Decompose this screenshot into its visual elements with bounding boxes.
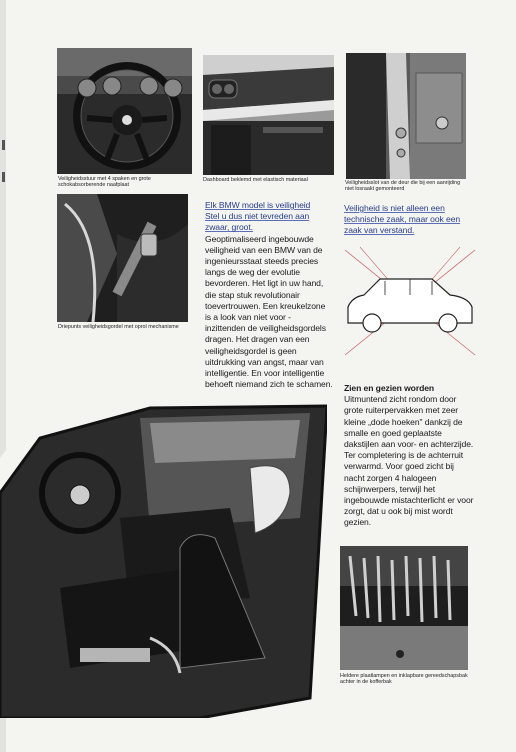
car-visibility-diagram xyxy=(340,245,480,365)
safety-lead-line1: Elk BMW model is veiligheid xyxy=(205,200,311,210)
visibility-text-column xyxy=(344,383,476,529)
visibility-heading: Zien en gezien worden xyxy=(344,383,435,393)
safety-text-column xyxy=(205,200,333,390)
binder-hole xyxy=(2,140,5,150)
safety-lead-line2: Stel u dus niet tevreden aan xyxy=(205,211,310,222)
binder-hole xyxy=(2,172,5,182)
door-lock-photo xyxy=(346,53,466,179)
safety-body: Geoptimaliseerd ingebouwde veiligheid van een BMW van de ingenieursstaat steeds precies langs de weg der evolutie bevorderen. Het ligt in uw hand, die stap stuk revolutionair toevertrouwen. Een kreukelzone is a look van niet voor - inzittenden de veiligheidsgordels dragen. Het dragen van een veiligheidsgordel is geen uitdrukking van angst, maar van intelligentie. En voor intelligentie behoeft niemand zich te schamen. xyxy=(205,233,333,390)
safety-lead-line3: zwaar, groot. xyxy=(205,222,253,233)
dashboard-photo xyxy=(203,55,334,175)
tools-caption: Heldere plaatlampen en inklapbare gereedschapsbak achter in de kofferbak xyxy=(340,673,468,686)
steering-wheel-caption: Veiligheidsstuur met 4 spaken en grote schokabsorberende naafplaat xyxy=(58,176,151,189)
visibility-lead xyxy=(344,203,478,237)
visibility-lead-text: Veiligheid is niet alleen een technische zaak, maar ook een zaak van verstand. xyxy=(344,203,461,236)
door-lock-caption: Veiligheidsslot van de deur die bij een aanrijding niet losraakt gemonteerd xyxy=(345,180,461,193)
tools-photo xyxy=(340,546,468,670)
steering-wheel-photo xyxy=(57,48,192,174)
interior-photo xyxy=(0,398,327,718)
visibility-body: Uitmuntend zicht rondom door grote ruiterpervakken met zeer kleine „dode hoeken" dankzij de smalle en goed geplaatste dakstijlen aan voor- en achterzijde. Ter completering is de achterruit verwarmd. Voor goed zicht bij nacht zorgen 4 halogeen schijnwerpers, terwijl het ingebouwde mistachterlicht er voor zorgt, dat u ook bij mist wordt gezien. xyxy=(344,394,474,528)
dashboard-caption: Dashboard beklemd met elastisch materiaal xyxy=(203,177,308,183)
seatbelt-photo xyxy=(57,194,188,322)
seatbelt-caption: Driepunts veiligheidsgordel met oprol mechanisme xyxy=(58,324,179,330)
